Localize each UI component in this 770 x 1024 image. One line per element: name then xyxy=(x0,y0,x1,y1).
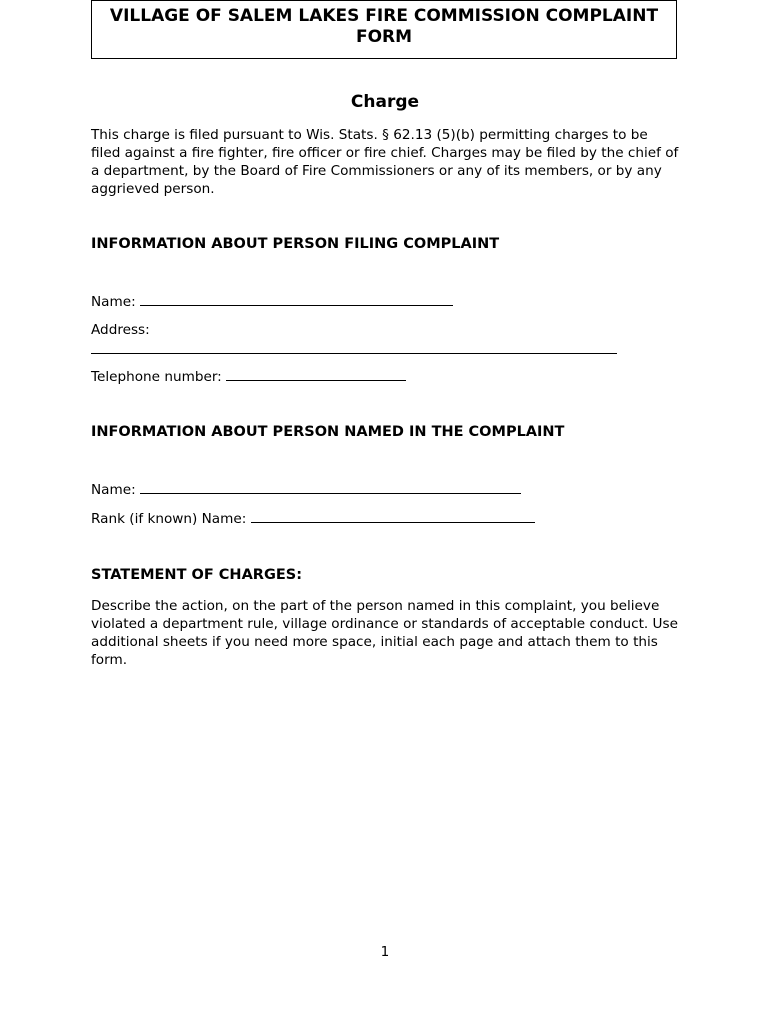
page-number: 1 xyxy=(380,944,390,960)
statement-description: Describe the action, on the part of the person named in this complaint, you believe violated a department rule, village ordinance or standards of acceptable conduct. Use additional sheets if you need more space, initial each page and attach them to this form. xyxy=(91,598,678,668)
named-name-label: Name: xyxy=(91,482,136,498)
named-name-field[interactable] xyxy=(91,482,521,498)
named-rank-field[interactable] xyxy=(91,511,535,527)
named-rank-line[interactable] xyxy=(251,511,535,523)
form-title: VILLAGE OF SALEM LAKES FIRE COMMISSION COMPLAINT FORM xyxy=(109,6,659,47)
form-title-box xyxy=(91,0,677,59)
filer-address-field[interactable] xyxy=(91,342,617,358)
filer-telephone-label: Telephone number: xyxy=(91,369,222,385)
statement-heading: STATEMENT OF CHARGES: xyxy=(91,567,303,583)
filer-address-label: Address: xyxy=(91,322,150,338)
filer-name-label: Name: xyxy=(91,294,136,310)
filer-address-line[interactable] xyxy=(91,342,617,354)
named-rank-label: Rank (if known) Name: xyxy=(91,511,247,527)
filer-section-heading: INFORMATION ABOUT PERSON FILING COMPLAINT xyxy=(91,236,500,252)
charge-description: This charge is filed pursuant to Wis. Stats. § 62.13 (5)(b) permitting charges to be filed against a fire fighter, fire officer or fire chief. Charges may be filed by the chief of a department, by the Board of Fire Commissioners or any of its members, or by any aggrieved person. xyxy=(91,127,679,197)
filer-name-line[interactable] xyxy=(140,294,453,306)
charge-heading: Charge xyxy=(350,92,420,112)
filer-telephone-field[interactable] xyxy=(91,369,406,385)
filer-telephone-line[interactable] xyxy=(226,369,406,381)
named-section-heading: INFORMATION ABOUT PERSON NAMED IN THE COMPLAINT xyxy=(91,424,565,440)
filer-name-field[interactable] xyxy=(91,294,453,310)
named-name-line[interactable] xyxy=(140,482,521,494)
